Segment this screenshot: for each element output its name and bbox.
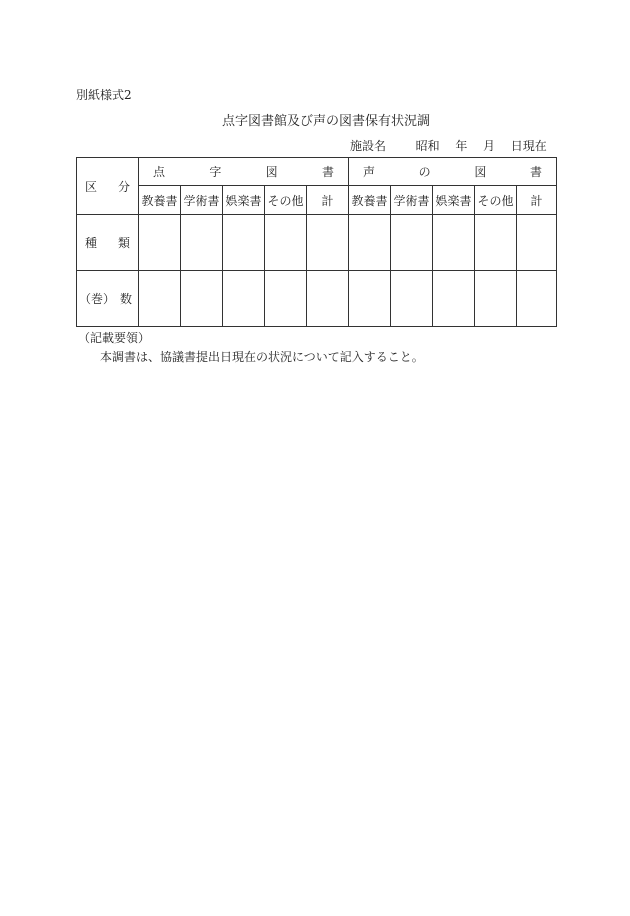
subheader: 娯楽書 xyxy=(223,186,265,215)
blank-cell[interactable] xyxy=(181,215,223,271)
category-header: 区 分 xyxy=(77,158,139,215)
blank-cell[interactable] xyxy=(391,271,433,327)
subheader: 計 xyxy=(517,186,557,215)
braille-books-header: 点 字 図 書 xyxy=(139,158,349,186)
blank-cell[interactable] xyxy=(433,271,475,327)
blank-cell[interactable] xyxy=(181,271,223,327)
year-label: 年 xyxy=(455,139,468,153)
blank-cell[interactable] xyxy=(265,271,307,327)
subheader: 教養書 xyxy=(139,186,181,215)
table-row xyxy=(77,271,557,327)
blank-cell[interactable] xyxy=(139,215,181,271)
subheader: 学術書 xyxy=(181,186,223,215)
month-label: 月 xyxy=(483,139,496,153)
blank-cell[interactable] xyxy=(307,215,349,271)
subheader: 娯楽書 xyxy=(433,186,475,215)
row-label-types: 種 類 xyxy=(77,215,139,271)
page-title: 点字図書館及び声の図書保有状況調 xyxy=(222,114,431,129)
subheader: 学術書 xyxy=(391,186,433,215)
subheader: 教養書 xyxy=(349,186,391,215)
subheader: その他 xyxy=(475,186,517,215)
blank-cell[interactable] xyxy=(517,215,557,271)
blank-cell[interactable] xyxy=(517,271,557,327)
facility-label: 施設名 xyxy=(350,139,387,153)
era-label: 昭和 xyxy=(415,139,440,153)
day-label: 日現在 xyxy=(510,139,547,153)
blank-cell[interactable] xyxy=(139,271,181,327)
row-label-volumes: （巻） 数 xyxy=(77,271,139,327)
form-label: 別紙様式2 xyxy=(76,88,132,102)
subheader: 計 xyxy=(307,186,349,215)
blank-cell[interactable] xyxy=(223,215,265,271)
blank-cell[interactable] xyxy=(349,215,391,271)
holdings-table xyxy=(76,157,557,327)
notes-body: 本調書は、協議書提出日現在の状況について記入すること。 xyxy=(100,350,424,364)
blank-cell[interactable] xyxy=(391,215,433,271)
blank-cell[interactable] xyxy=(433,215,475,271)
blank-cell[interactable] xyxy=(475,215,517,271)
blank-cell[interactable] xyxy=(307,271,349,327)
subheader: その他 xyxy=(265,186,307,215)
facility-line xyxy=(350,137,547,154)
blank-cell[interactable] xyxy=(349,271,391,327)
blank-cell[interactable] xyxy=(475,271,517,327)
blank-cell[interactable] xyxy=(265,215,307,271)
table-row xyxy=(77,215,557,271)
audio-books-header: 声 の 図 書 xyxy=(349,158,557,186)
notes-heading: （記載要領） xyxy=(78,331,151,345)
blank-cell[interactable] xyxy=(223,271,265,327)
